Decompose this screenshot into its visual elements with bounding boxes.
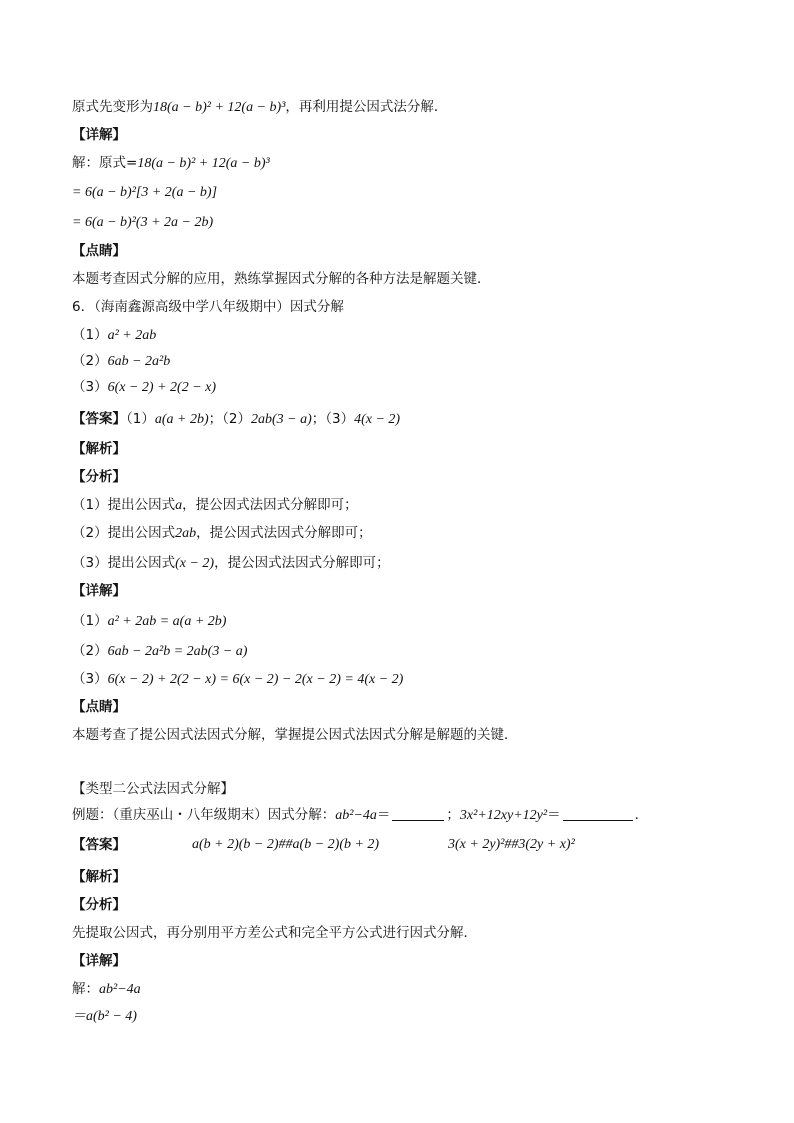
question-item: （2）6ab − 2a²b [72, 353, 171, 369]
comment-heading: 【点睛】 [72, 699, 126, 715]
analyze-item: （2）提出公因式2ab，提公因式法因式分解即可； [72, 525, 372, 541]
answer-line: 【答案】（1）a(a + 2b)；（2）2ab(3 − a)；（3）4(x − 2) [72, 411, 401, 427]
comment-text: 本题考查了提公因式法因式分解，掌握提公因式法因式分解是解题的关键． [72, 727, 518, 743]
question-item: （1）a² + 2ab [72, 327, 157, 343]
detail-heading: 【详解】 [72, 953, 126, 969]
comment-heading: 【点睛】 [72, 243, 126, 259]
example-question: 例题：（重庆巫山・八年级期末）因式分解：ab²−4a＝ ；3x²+12xy+12y²＝ ． [72, 807, 649, 823]
solution-line: 解：原式=18(a − b)² + 12(a − b)³ [72, 155, 270, 171]
detail-item: （2）6ab − 2a²b = 2ab(3 − a) [72, 643, 248, 659]
analyze-item: （3）提出公因式(x − 2)，提公因式法因式分解即可； [72, 555, 390, 571]
question-6: 6．（海南鑫源高级中学八年级期中）因式分解 [72, 299, 344, 315]
solution-step: ＝a(b² − 4) [72, 1009, 137, 1024]
parse-heading: 【解析】 [72, 869, 126, 885]
solution-step: = 6(a − b)²(3 + 2a − 2b) [72, 215, 214, 230]
comment-text: 本题考查因式分解的应用，熟练掌握因式分解的各种方法是解题关键． [72, 271, 491, 287]
formula: 18(a − b)² + 12(a − b)³ [137, 156, 270, 171]
analyze-item: （1）提出公因式a，提公因式法因式分解即可； [72, 497, 358, 513]
answer-blank [563, 808, 633, 821]
answer-value: a(b + 2)(b − 2)##a(b − 2)(b + 2) [192, 837, 380, 852]
analyze-text: 先提取公因式，再分别用平方差公式和完全平方公式进行因式分解． [72, 925, 477, 941]
solution-line: 解：ab²−4a [72, 981, 141, 997]
detail-item: （1）a² + 2ab = a(a + 2b) [72, 613, 227, 629]
detail-heading: 【详解】 [72, 127, 126, 143]
detail-item: （3）6(x − 2) + 2(2 − x) = 6(x − 2) − 2(x − 2) = 4(x − 2) [72, 671, 404, 687]
formula: 18(a − b)² + 12(a − b)³ [153, 100, 286, 115]
answer-value: 3(x + 2y)²##3(2y + x)² [448, 837, 575, 852]
analysis-line: 原式先变形为18(a − b)² + 12(a − b)³，再利用提公因式法分解． [72, 99, 448, 115]
detail-heading: 【详解】 [72, 583, 126, 599]
solution-step: = 6(a − b)²[3 + 2(a − b)] [72, 185, 218, 200]
answer-blank [392, 808, 444, 821]
analyze-heading: 【分析】 [72, 469, 126, 485]
analyze-heading: 【分析】 [72, 897, 126, 913]
question-item: （3）6(x − 2) + 2(2 − x) [72, 379, 217, 395]
section-heading: 【类型二公式法因式分解】 [72, 781, 234, 797]
parse-heading: 【解析】 [72, 441, 126, 457]
answer-label: 【答案】 [72, 837, 126, 853]
